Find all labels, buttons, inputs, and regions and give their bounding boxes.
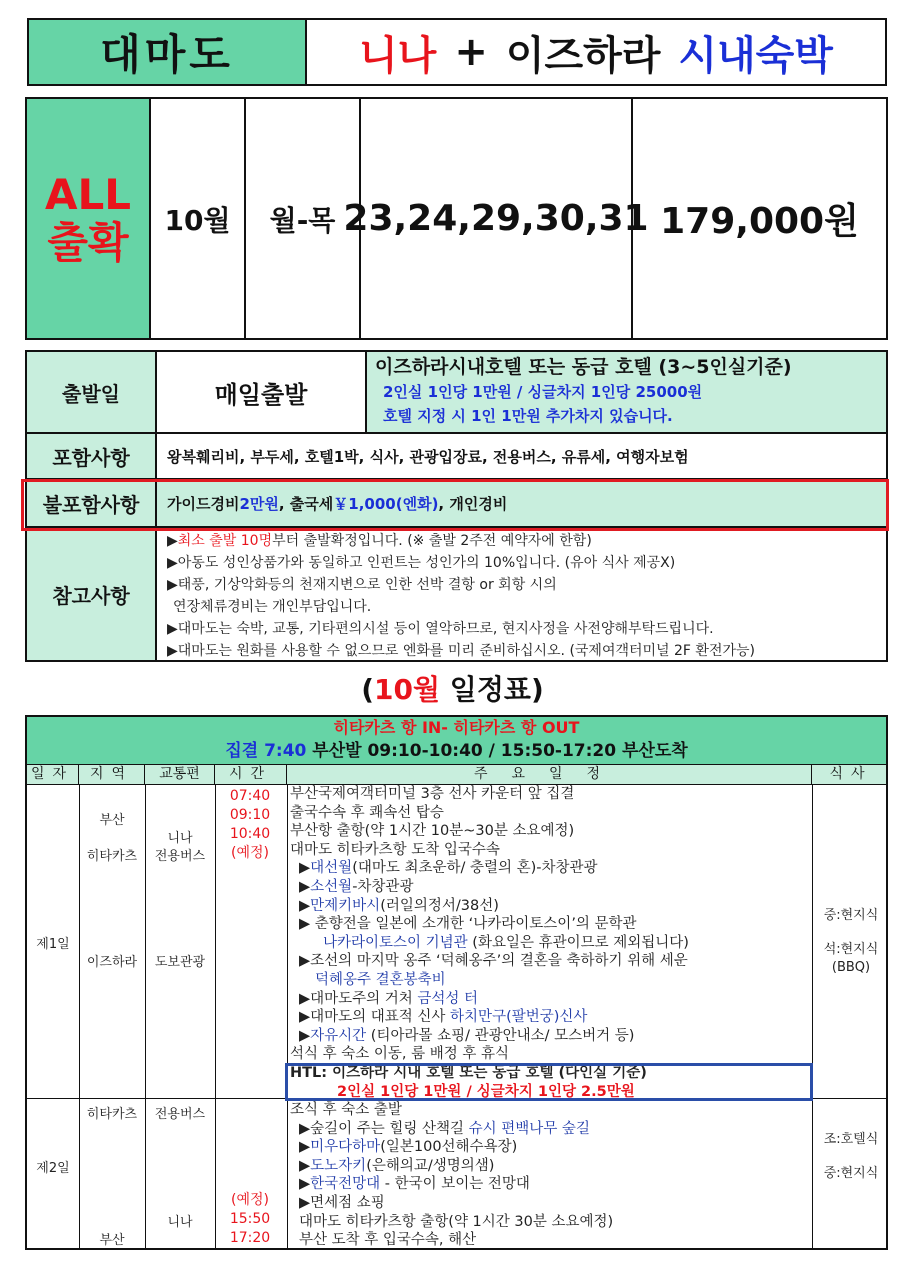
departure-row xyxy=(27,352,886,434)
bullet: ▶ xyxy=(299,1027,311,1044)
d1-item xyxy=(299,990,478,1009)
d1-item xyxy=(323,934,689,953)
hotel-line-3: 호텔 지정 시 1인 1만원 추가차지 있습니다. xyxy=(383,407,673,425)
d2-item: 부산 도착 후 입국수속, 해산 xyxy=(299,1232,477,1249)
time-1550: 15:50 xyxy=(229,1211,271,1227)
time-0910: 09:10 xyxy=(229,807,271,823)
col-day: 일자 xyxy=(27,765,79,785)
d1-item: 부산항 출항(약 1시간 10분~30분 소요예정) xyxy=(290,823,575,840)
schedule-ferry-times xyxy=(27,739,886,763)
spot-kaneishi-castle: 금석성 터 xyxy=(417,990,479,1007)
title-nina: 니나 xyxy=(359,32,437,79)
notes-list xyxy=(27,528,886,662)
spot-desc: (티아라몰 쇼핑/ 관광안내소/ 모스버거 등) xyxy=(366,1027,635,1044)
exclude-guide-fee: 2만원 xyxy=(239,494,279,513)
spot-soseonwol: 소선월 xyxy=(310,879,353,895)
exclude-guide: 가이드경비 xyxy=(167,494,240,513)
include-label: 포함사항 xyxy=(27,434,157,478)
price-table xyxy=(25,97,888,340)
d1-item: ▶ 춘향전을 일본에 소개한 ‘나카라이토스이’의 문학관 xyxy=(299,916,637,933)
meeting-time: 집결 7:40 xyxy=(225,741,307,761)
hotel-desc: 이즈하라 시내 호텔 또는 동급 호텔 (다인실 기준) xyxy=(327,1065,647,1081)
spot-desc: ▶대마도의 대표적 신사 xyxy=(299,1009,451,1026)
bullet: ▶ xyxy=(299,1139,311,1156)
spot-desc: - 한국이 보이는 전망대 xyxy=(380,1176,530,1193)
transport-walk: 도보관광 xyxy=(154,955,206,970)
schedule-title-open: ( xyxy=(361,673,375,706)
meal-breakfast-d2: 조:호텔식 xyxy=(823,1132,879,1147)
bullet: ▶ xyxy=(299,1157,311,1174)
title-plus: + xyxy=(454,29,488,75)
spot-desc: -차창관광 xyxy=(352,879,414,895)
schedule-table xyxy=(25,715,888,1250)
bullet: ▶ xyxy=(299,879,311,895)
departure-value: 매일출발 xyxy=(157,352,367,432)
note-min-people: 최소 출발 10명 xyxy=(177,533,273,549)
exclude-tax-fee: ￥1,000(엔화) xyxy=(333,494,439,513)
col-meal: 식사 xyxy=(829,766,873,782)
note-6: ▶대마도는 원화를 사용할 수 없으므로 엔화를 미리 준비하십시오. (국제여객터미널 2F 환전가능) xyxy=(167,643,755,659)
transport-nina: 니나 xyxy=(167,831,193,846)
hotel-info xyxy=(367,352,886,432)
col-time: 시간 xyxy=(215,765,287,785)
d1-hotel-charge: 2인실 1인당 1만원 / 싱글차지 1인당 2.5만원 xyxy=(337,1083,635,1100)
title-city-stay: 시내숙박 xyxy=(678,32,833,79)
meal-lunch-d1: 중:현지식 xyxy=(823,908,879,923)
d2-item: ▶면세점 쇼핑 xyxy=(299,1195,385,1211)
d1-item: 출국수속 후 쾌속선 탑승 xyxy=(290,804,444,821)
spot-desc: (일본100선해수욕장) xyxy=(380,1139,518,1156)
exclude-label: 불포함사항 xyxy=(27,480,157,526)
d1-item xyxy=(299,859,598,878)
title-destination: 대마도 xyxy=(29,20,307,84)
note-5: ▶대마도는 숙박, 교통, 기타편의시설 등이 열악하므로, 현지사정을 사전양해부탁드립니다. xyxy=(167,621,714,637)
schedule-header xyxy=(27,717,886,765)
dates-cell: 23,24,29,30,31 xyxy=(361,99,633,338)
departure-label: 출발일 xyxy=(27,352,157,432)
title-product xyxy=(307,20,885,84)
time-1720: 17:20 xyxy=(229,1230,271,1246)
all-confirmed-cell xyxy=(27,99,151,338)
confirmed-label: 출확 xyxy=(47,217,129,267)
spot-shushi-forest: 슈시 편백나무 숲길 xyxy=(468,1120,590,1137)
transport-bus-d2: 전용버스 xyxy=(154,1107,206,1122)
time-0740: 07:40 xyxy=(229,788,271,804)
schedule-port-info: 히타카츠 항 IN- 히타카츠 항 OUT xyxy=(333,718,580,737)
schedule-title xyxy=(0,668,905,708)
title-box xyxy=(27,18,887,86)
d1-item xyxy=(299,1027,634,1046)
hotel-line-2: 2인실 1인당 1만원 / 싱글차지 1인당 25000원 xyxy=(383,383,703,401)
spot-hachimangu: 하치만구(팔번궁)신사 xyxy=(450,1009,588,1026)
time-tentative-d2: (예정) xyxy=(231,1192,269,1208)
hotel-line-1: 이즈하라시내호텔 또는 동급 호텔 (3~5인실기준) xyxy=(375,356,792,378)
spot-desc: (러일의정서/38선) xyxy=(380,897,499,914)
d1-item xyxy=(315,971,446,990)
spot-desc: ▶숲길이 주는 힐링 산책길 xyxy=(299,1120,469,1137)
time-tentative: (예정) xyxy=(231,845,269,861)
spot-nakarai-memorial: 나카라이토스이 기념관 xyxy=(323,934,468,951)
d2-item xyxy=(299,1175,530,1194)
day-1: 제1일 xyxy=(36,937,70,952)
transport-bus: 전용버스 xyxy=(154,849,206,864)
region-busan: 부산 xyxy=(99,813,125,828)
d1-item: 석식 후 숙소 이동, 룸 배정 후 휴식 xyxy=(290,1046,509,1063)
schedule-title-rest: 일정표) xyxy=(440,673,544,706)
bullet: ▶ xyxy=(299,897,311,914)
d2-item: 조식 후 숙소 출발 xyxy=(290,1102,402,1118)
exclude-highlight-box xyxy=(21,479,889,531)
meal-bbq: (BBQ) xyxy=(831,960,871,975)
d1-item xyxy=(299,878,413,897)
note-2: ▶아동도 성인상품가와 동일하고 인펀트는 성인가의 10%입니다. (유아 식사 제공X) xyxy=(167,555,676,571)
d2-item xyxy=(299,1120,590,1139)
spot-desc: (은해의교/생명의샘) xyxy=(366,1157,495,1174)
note-4: 연장체류경비는 개인부담입니다. xyxy=(173,599,372,615)
note-3: ▶태풍, 기상악화등의 천재지변으로 인한 선박 결항 or 회항 시의 xyxy=(167,577,557,593)
title-izuhara: 이즈하라 xyxy=(505,32,661,79)
spot-desc: (화요일은 휴관이므로 제외됩니다) xyxy=(467,934,689,951)
spot-deokhye-monument: 덕혜옹주 결혼봉축비 xyxy=(315,972,446,988)
notes-label: 참고사항 xyxy=(27,528,157,660)
spot-korea-observatory: 한국전망대 xyxy=(310,1176,381,1193)
meal-dinner-d1: 석:현지식 xyxy=(823,942,879,957)
spot-desc: ▶대마도주의 거처 xyxy=(299,990,418,1007)
spot-manzekibashi: 만제키바시 xyxy=(310,897,381,914)
bullet: ▶ xyxy=(299,860,311,877)
d1-item xyxy=(299,1008,587,1027)
d1-item xyxy=(299,897,499,916)
spot-daeseonwol: 대선월 xyxy=(310,860,353,877)
d1-item: ▶조선의 마지막 옹주 ‘덕혜옹주’의 결혼을 축하하기 위해 세운 xyxy=(299,953,688,970)
spot-miuda-beach: 미우다하마 xyxy=(310,1139,381,1156)
hotel-prefix: HTL: xyxy=(290,1065,328,1081)
d1-item: 대마도 히타카츠항 도착 입국수속 xyxy=(290,841,500,858)
all-label: ALL xyxy=(44,169,132,219)
ferry-times: 부산발 09:10-10:40 / 15:50-17:20 부산도착 xyxy=(306,741,688,761)
divider xyxy=(287,785,288,1248)
d2-item: 대마도 히타카츠항 출항(약 1시간 30분 소요예정) xyxy=(299,1213,614,1230)
region-hitakatsu-d2: 히타카츠 xyxy=(86,1107,138,1122)
price-cell: 179,000원 xyxy=(660,201,859,242)
col-region: 지역 xyxy=(79,765,145,785)
exclude-tax: , 출국세 xyxy=(278,494,334,513)
include-value: 왕복훼리비, 부두세, 호텔1박, 식사, 관광입장료, 전용버스, 유류세, 여행자보험 xyxy=(167,447,689,466)
col-schedule: 주요일정 xyxy=(287,765,812,785)
col-transport: 교통편 xyxy=(145,765,215,785)
notes-row xyxy=(27,528,886,660)
spot-tonosaki: 도노자키 xyxy=(310,1157,367,1174)
d1-item: 부산국제여객터미널 3층 선사 카운터 앞 집결 xyxy=(290,786,575,802)
schedule-title-month: 10월 xyxy=(374,673,441,706)
include-row xyxy=(27,434,886,480)
exclude-personal: , 개인경비 xyxy=(438,494,508,513)
hotel-highlight-box xyxy=(285,1063,813,1101)
region-izuhara: 이즈하라 xyxy=(86,955,138,970)
weekdays-cell: 월-목 xyxy=(246,99,361,338)
column-header-row xyxy=(27,765,886,785)
meal-lunch-d2: 중:현지식 xyxy=(823,1166,879,1181)
d2-item xyxy=(299,1157,494,1176)
transport-nina-d2: 니나 xyxy=(167,1215,193,1230)
region-hitakatsu: 히타카츠 xyxy=(86,849,138,864)
region-busan-d2: 부산 xyxy=(99,1233,125,1248)
d2-item xyxy=(299,1138,517,1157)
spot-desc: (대마도 최초운하/ 충렬의 혼)-차창관광 xyxy=(352,860,598,877)
free-time: 자유시간 xyxy=(310,1027,367,1044)
time-1040: 10:40 xyxy=(229,826,271,842)
note-1-text: 부터 출발확정입니다. (※ 출발 2주전 예약자에 한함) xyxy=(272,533,592,549)
note-1 xyxy=(167,530,886,552)
day-2: 제2일 xyxy=(36,1161,70,1176)
bullet: ▶ xyxy=(299,1176,311,1193)
note-bullet: ▶ xyxy=(167,533,178,549)
month-cell: 10월 xyxy=(151,99,246,338)
